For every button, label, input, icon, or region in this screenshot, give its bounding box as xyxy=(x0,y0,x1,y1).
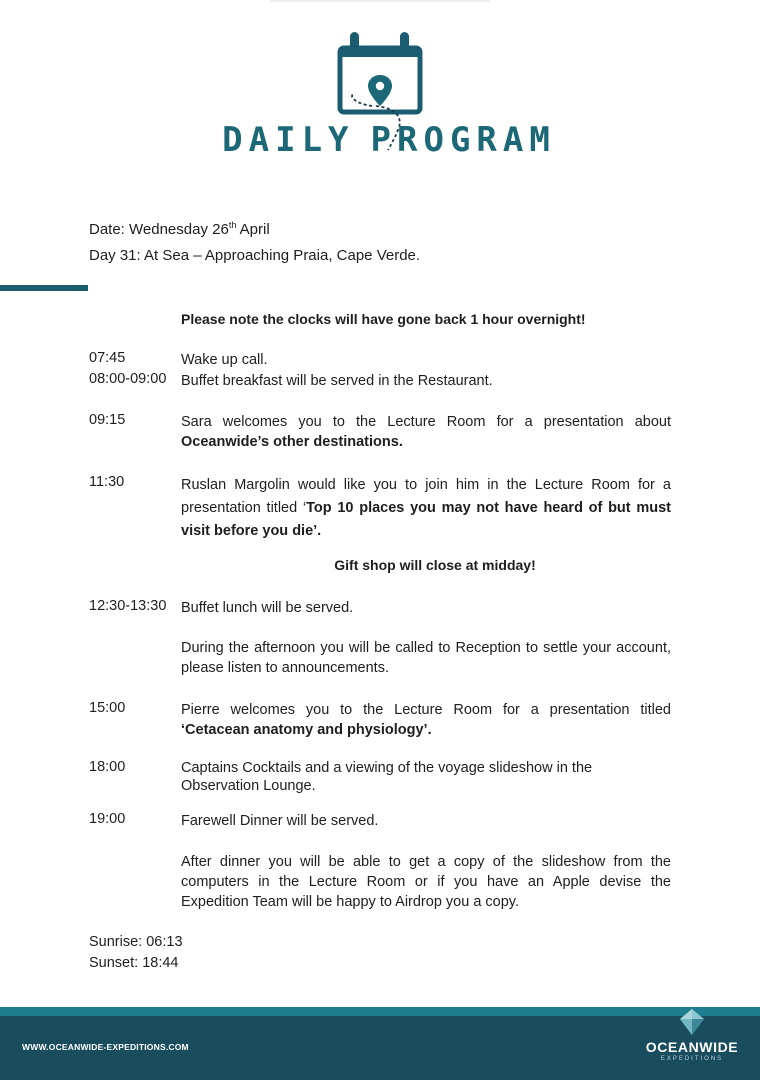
brand-name: OCEANWIDE xyxy=(645,1039,739,1055)
clock-notice: Please note the clocks will have gone back 1 hour overnight! xyxy=(181,311,586,327)
sunrise-time: Sunrise: 06:13 xyxy=(89,934,183,950)
schedule-desc: During the afternoon you will be called to Reception to settle your account, please listen to announcements. xyxy=(181,640,671,676)
schedule-desc-text: Sara welcomes you to the Lecture Room for a presentation about xyxy=(181,414,671,430)
schedule-time: 07:45 xyxy=(89,350,126,366)
page-title xyxy=(0,120,760,160)
schedule-desc-text: Pierre welcomes you to the Lecture Room for a presentation titled xyxy=(181,702,671,718)
top-edge-shadow xyxy=(270,0,490,3)
schedule-desc-text: Ruslan Margolin would like you to join him in the Lecture Room for a presentation titled ‘ xyxy=(181,477,671,516)
schedule-desc xyxy=(181,700,671,740)
date-prefix: Date: Wednesday 26 xyxy=(89,221,229,238)
schedule-desc: After dinner you will be able to get a copy of the slideshow from the computers in the Lecture Room or if you have an Apple devise the Expedition Team will be happy to Airdrop you a copy. xyxy=(181,854,671,910)
schedule-time: 08:00-09:00 xyxy=(89,371,167,387)
website-link[interactable]: WWW.OCEANWIDE-EXPEDITIONS.COM xyxy=(22,1042,189,1052)
schedule-time: 09:15 xyxy=(89,412,126,428)
schedule-desc-bold: ‘Cetacean anatomy and physiology’. xyxy=(181,722,432,738)
title-word-program: PROGRAM xyxy=(370,120,556,160)
schedule-desc: Captains Cocktails and a viewing of the voyage slideshow in the Observation Lounge. xyxy=(181,760,593,794)
schedule-desc: Buffet breakfast will be served in the Restaurant. xyxy=(181,373,493,389)
date-month: April xyxy=(236,221,270,238)
schedule-desc xyxy=(181,412,671,452)
schedule-desc: Wake up call. xyxy=(181,352,268,368)
gift-shop-notice: Gift shop will close at midday! xyxy=(334,557,536,573)
oceanwide-logo xyxy=(638,1008,746,1062)
brand-subtitle: EXPEDITIONS xyxy=(660,1056,724,1062)
schedule-desc-bold: Top 10 places you may not have heard of but must visit before you die’. xyxy=(181,500,671,539)
schedule-time: 15:00 xyxy=(89,700,126,716)
day-line: Day 31: At Sea – Approaching Praia, Cape Verde. xyxy=(89,247,421,264)
schedule-desc: Buffet lunch will be served. xyxy=(181,600,354,616)
footer xyxy=(0,1016,760,1080)
schedule-time: 12:30-13:30 xyxy=(89,598,167,614)
schedule-desc: Farewell Dinner will be served. xyxy=(181,813,379,829)
date-ordinal-suffix: th xyxy=(228,220,237,230)
schedule-time: 11:30 xyxy=(89,474,125,490)
schedule-desc xyxy=(181,474,671,543)
title-word-daily: DAILY xyxy=(222,120,355,160)
diamond-icon xyxy=(679,1008,705,1036)
accent-bar xyxy=(0,285,88,291)
schedule-time: 19:00 xyxy=(89,811,126,827)
schedule-time: 18:00 xyxy=(89,759,126,775)
sunset-time: Sunset: 18:44 xyxy=(89,955,179,971)
schedule-desc-bold: Oceanwide’s other destinations. xyxy=(181,434,403,450)
date-line xyxy=(89,220,270,238)
